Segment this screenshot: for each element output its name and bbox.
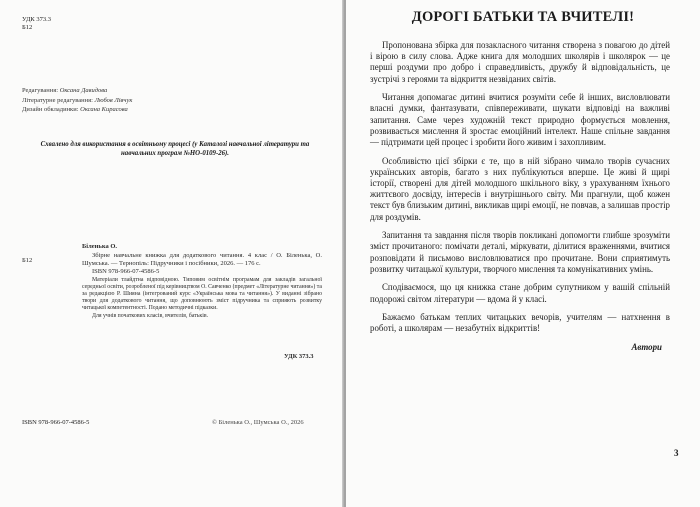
catalog-udk: УДК 373.3 — [284, 353, 314, 360]
page-number: 3 — [674, 448, 679, 458]
credits-block — [22, 86, 132, 115]
page-title: ДОРОГІ БАТЬКИ ТА ВЧИТЕЛІ! — [411, 9, 635, 25]
paragraph: Бажаємо батькам теплих читацьких вечорів, учителям — натхнення в роботі, а школярам — незабутніх відкриттів! — [370, 312, 670, 334]
catalog-annotation: Матеріали тлайдтна відповідною. Типовим освітнім програмам для закладів загальної середньої освіти, розробленої під керівництвом О. Савченко (предмет «Літературне читання») та за редакцією Р. Шияна (інтегрований курс «Українська мова та читання»). У виданні зібрано твори для додаткового читання, що доповнюють зміст підручника та сприяють розвитку читацької компетентності. Подано методичні підказки. — [82, 276, 322, 312]
signature: Автори — [631, 342, 662, 353]
paragraph: Запитання та завдання після творів покликані допомогти глибше зрозуміти зміст прочитаного: помічати деталі, міркувати, ділитися враженнями, вчитися розповідати й письмово висловлюватися про прочитане. Вони сприятимуть розвитку читацької культури, творчого мислення та комунікативних умінь. — [370, 230, 670, 274]
isbn: ISBN 978-966-07-4586-5 — [22, 419, 90, 426]
udk-code: УДК 373.3 — [22, 16, 51, 23]
paragraph: Читання допомагає дитині вчитися розуміти себе й інших, висловлювати власні думки, фантазувати, співпереживати, шукати відповіді на важливі запитання. Саме через художній текст природно формується мовлення, розвивається мислення й зростає емоційний інтелект. Наше спільне завдання — підтримати цей процес і зробити його живим і захопливим. — [370, 92, 670, 148]
credit-line: Літературне редагування: Любов Лівчук — [22, 96, 133, 104]
foreword-text — [370, 40, 670, 361]
udk-header — [22, 16, 51, 32]
paragraph: Сподіваємося, що ця книжка стане добрим супутником у вашій спільній подорожі світом літератури — вдома й у класі. — [370, 282, 670, 304]
paragraph: Пропонована збірка для позакласного читання створена з повагою до дітей і вірою в силу слова. Адже книга для молодших школярів і школярок — це перші роздуми про добро і справедливість, дружбу й відповідальність, це зустрічі з героями та відкриття незвіданих світів. — [370, 40, 670, 84]
approval-note: Схвалено для використання в освітньому процесі (у Каталозі навчальної літератури та навчальних програм №НО-0109-26). — [40, 141, 310, 157]
credit-line: Редагування: Оксана Давидова — [22, 87, 108, 94]
catalog-bib: Збірне навчальне книжка для додаткового читання. 4 клас / О. Біленька, О. Шумська. — Тернопіль: Підручники і посібники, 2026. — 176 с. — [82, 252, 322, 268]
paragraph: Особливістю цієї збірки є те, що в ній зібрано чимало творів сучасних українських авторів, багато з них публікуються вперше. Це живі й щирі історії, створені для дітей молодшого шкільного віку, з урахуванням їхнього життєвого досвіду, інтересів і внутрішнього світу. Ми прагнули, щоб кожен текст був близьким дитині, викликав щирі емоції, не повчав, а залишав простір для роздумів. — [370, 155, 670, 222]
bbk-code: Б12 — [22, 24, 33, 31]
right-page — [346, 0, 700, 507]
catalog-audience: Для учнів початкових класів, вчителів, батьків. — [92, 312, 209, 319]
catalog-isbn: ISBN 978-966-07-4586-5 — [92, 268, 160, 276]
copyright: © Біленька О., Шумська О., 2026 — [212, 419, 304, 426]
credit-line: Дизайн обкладинки: Оксана Кирасова — [22, 106, 128, 113]
catalog-code: Б12 — [22, 257, 33, 264]
left-page — [0, 0, 344, 507]
catalog-body — [82, 252, 322, 320]
catalog-author: Біленька О. — [82, 243, 118, 250]
